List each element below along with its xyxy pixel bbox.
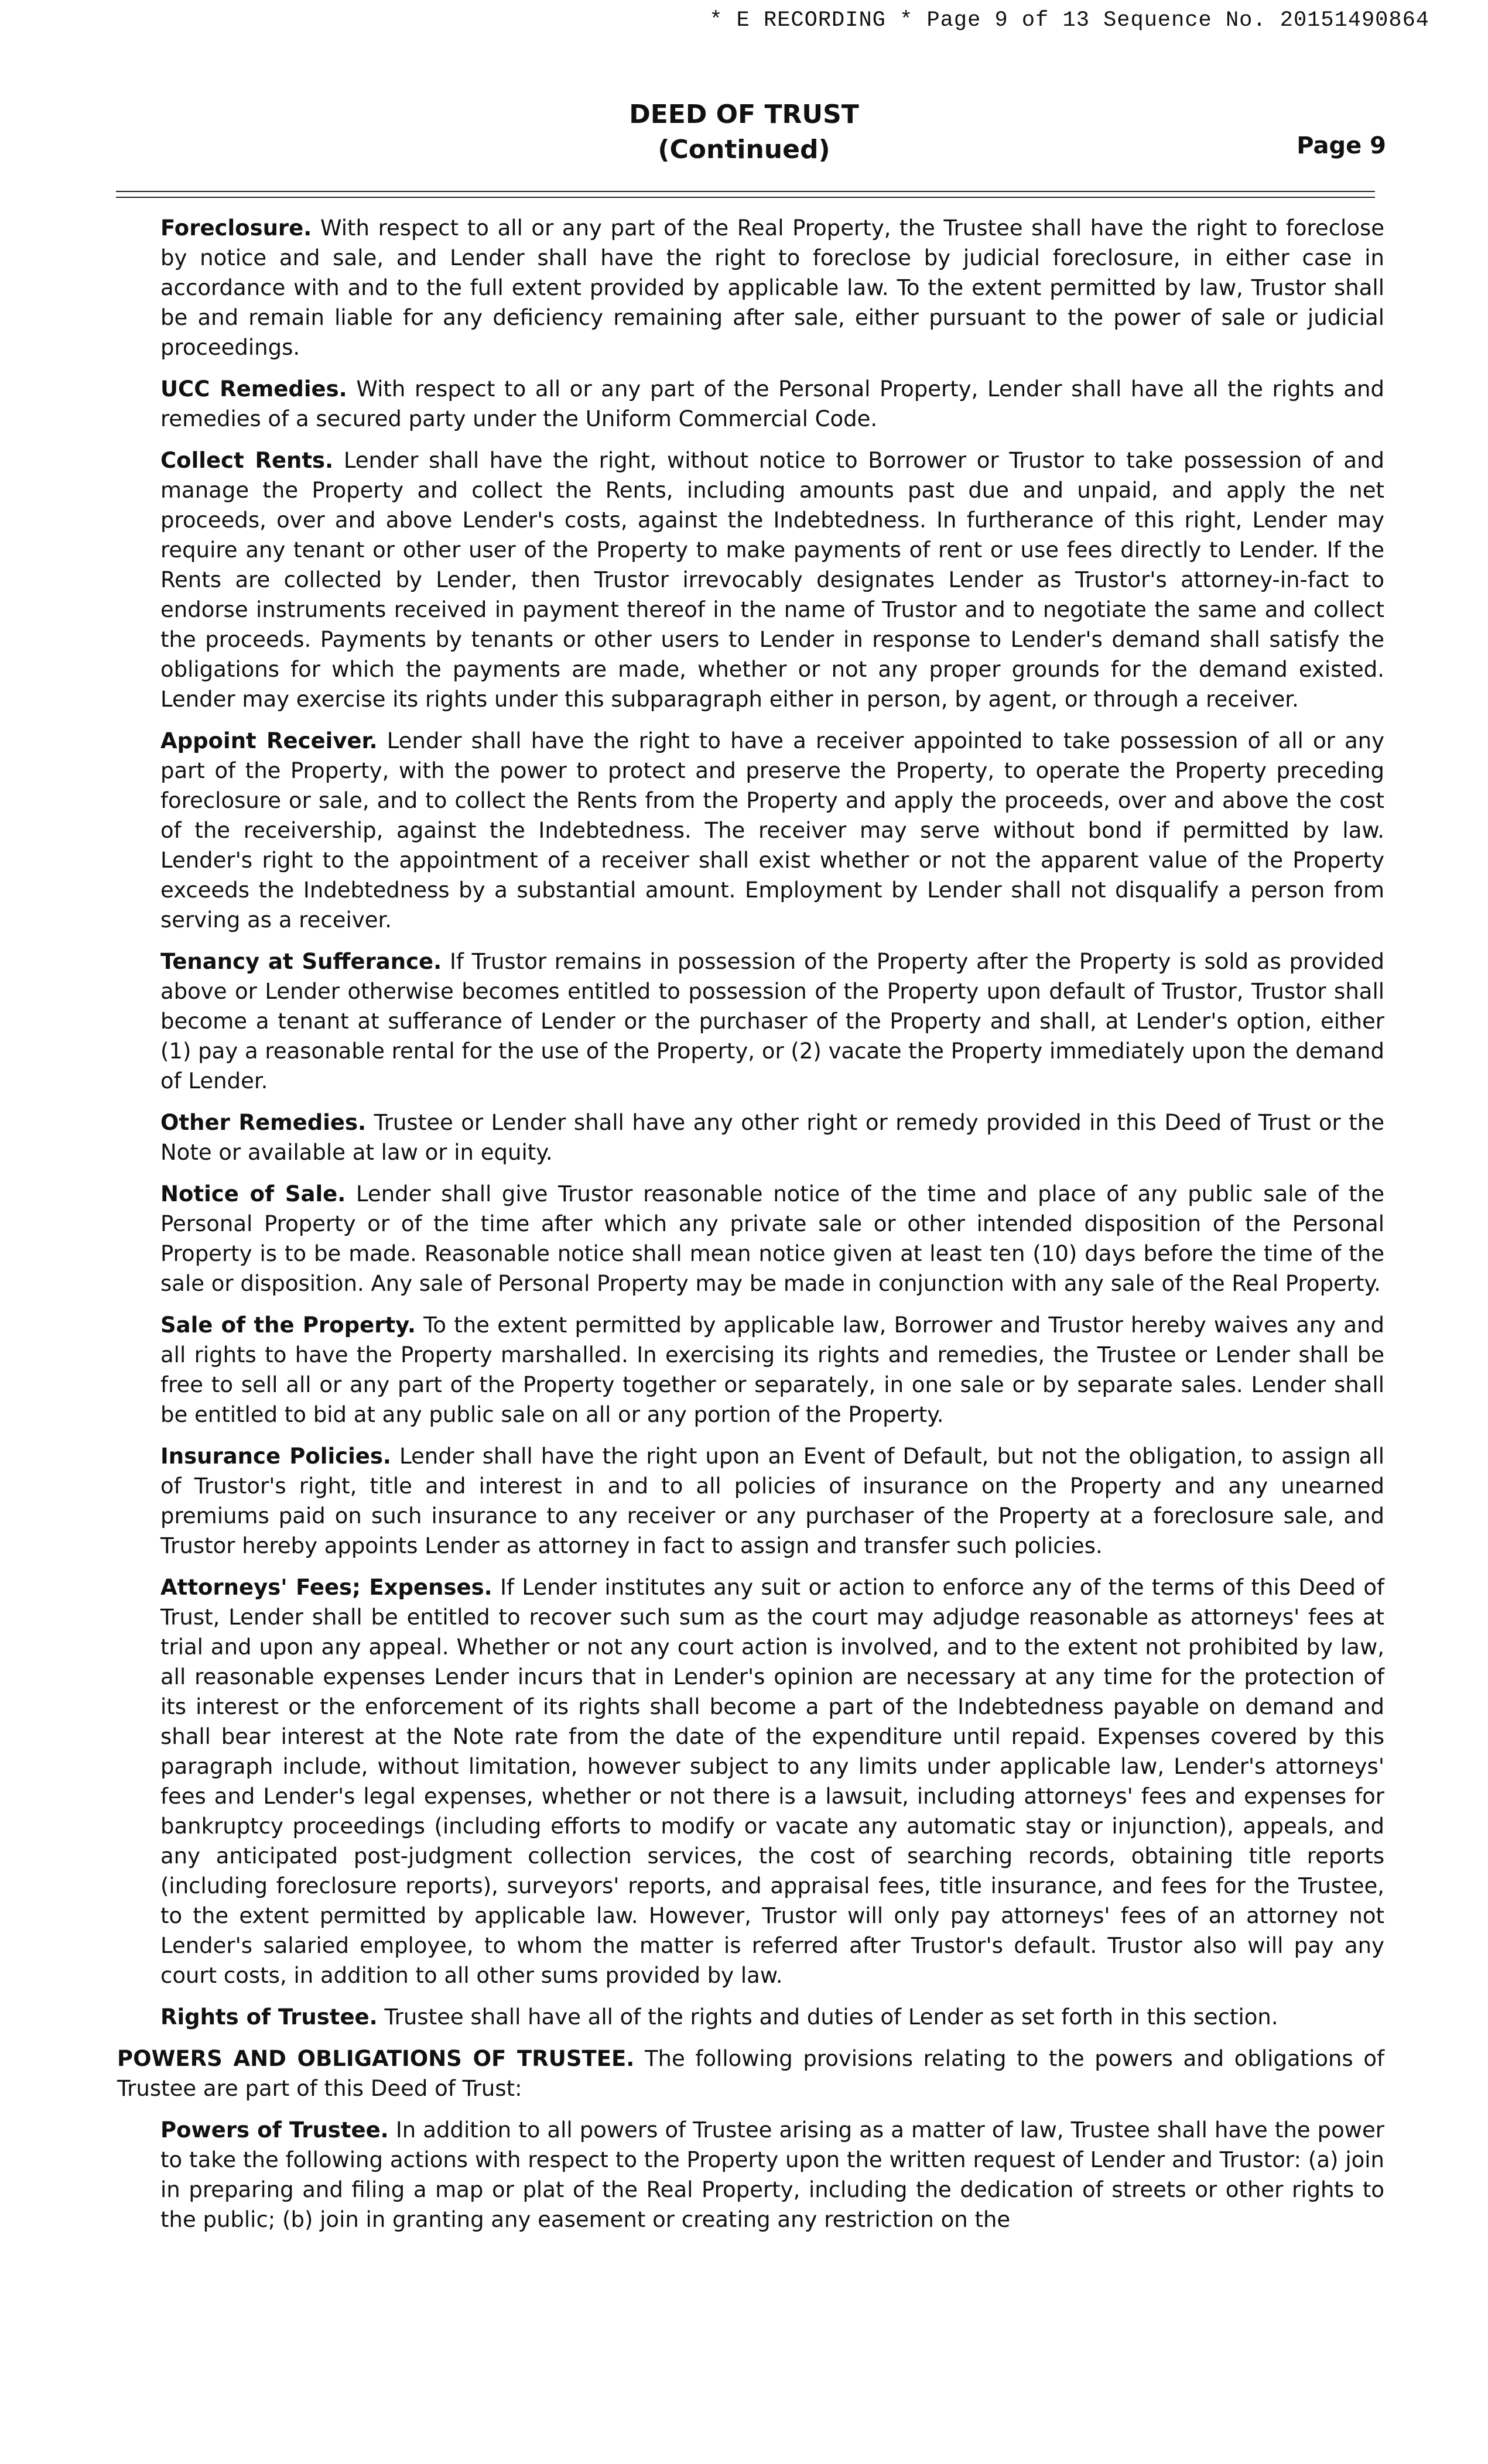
paragraph-heading: Insurance Policies. — [160, 1444, 391, 1469]
paragraph-text: Lender shall have the right, without notice to Borrower or Trustor to take possession of and manage the Property and collect the Rents, including amounts past due and unpaid, and apply the net proceeds, over and above Lender's costs, against the Indebtedness. In furtherance of this right, Lender may require any tenant or other user of the Property to make payments of rent or use fees directly to Lender. If the Rents are collected by Lender, then Trustor irrevocably designates Lender as Trustor's attorney-in-fact to endorse instruments received in payment thereof in the name of Trustor and to negotiate the same and collect the proceeds. Payments by tenants or other users to Lender in response to Lender's demand shall satisfy the obligations for which the payments are made, whether or not any proper grounds for the demand existed. Lender may exercise its rights under this subparagraph either in person, by agent, or through a receiver. — [160, 448, 1384, 712]
paragraph-text: Lender shall give Trustor reasonable notice of the time and place of any public sale of the Personal Property or of the time after which any private sale or other intended disposition of the Personal Property is to be made. Reasonable notice shall mean notice given at least ten (10) days before the time of the sale or disposition. Any sale of Personal Property may be made in conjunction with any sale of the Real Property. — [160, 1181, 1385, 1296]
paragraph-text: If Lender institutes any suit or action to enforce any of the terms of this Deed of Trust, Lender shall be entitled to recover such sum as the court may adjudge reasonable as attorneys' fees at trial and upon any appeal. Whether or not any court action is involved, and to the extent not prohibited by law, all reasonable expenses Lender incurs that in Lender's opinion are necessary at any time for the protection of its interest or the enforcement of its rights shall become a part of the Indebtedness payable on demand and shall bear interest at the Note rate from the date of the expenditure until repaid. Expenses covered by this paragraph include, without limitation, however subject to any limits under applicable law, Lender's attorneys' fees and Lender's legal expenses, whether or not there is a lawsuit, including attorneys' fees and expenses for bankruptcy proceedings (including efforts to modify or vacate any automatic stay or injunction), appeals, and any anticipated post-judgment collection services, the cost of searching records, obtaining title reports (including foreclosure reports), surveyors' reports, and appraisal fees, title insurance, and fees for the Trustee, to the extent permitted by applicable law. However, Trustor will only pay attorneys' fees of an attorney not Lender's salaried employee, to whom the matter is referred after Trustor's default. Trustor also will pay any court costs, in addition to all other sums provided by law. — [160, 1575, 1384, 1988]
paragraph-heading: Powers of Trustee. — [160, 2117, 389, 2143]
paragraph-heading: Other Remedies. — [160, 1110, 367, 1135]
paragraph-powers-of-trustee — [160, 2115, 1384, 2235]
paragraph-heading: Notice of Sale. — [160, 1181, 346, 1207]
paragraph-collect-rents — [160, 445, 1384, 714]
section-powers-and-obligations — [117, 2044, 1384, 2103]
paragraph-text: Lender shall have the right upon an Event of Default, but not the obligation, to assign all of Trustor's right, title and interest in and to all policies of insurance on the Property and any unearned premiums paid on such insurance to any receiver or any purchaser of the Property at a foreclosure sale, and Trustor hereby appoints Lender as attorney in fact to assign and transfer such policies. — [160, 1444, 1384, 1558]
paragraph-heading: Appoint Receiver. — [160, 728, 378, 753]
document-title-block — [0, 97, 1488, 167]
recording-stamp: * E RECORDING * Page 9 of 13 Sequence No. 20151490864 — [709, 8, 1429, 33]
paragraph-notice-of-sale — [160, 1179, 1384, 1298]
paragraph-text: With respect to all or any part of the Real Property, the Trustee shall have the right to foreclose by notice and sale, and Lender shall have the right to foreclose by judicial foreclosure, in either case in accordance with and to the full extent provided by applicable law. To the extent permitted by law, Trustor shall be and remain liable for any deficiency remaining after sale, either pursuant to the power of sale or judicial proceedings. — [160, 215, 1384, 360]
paragraph-heading: Rights of Trustee. — [160, 2004, 378, 2030]
paragraph-foreclosure — [160, 213, 1384, 362]
paragraph-text: In addition to all powers of Trustee arising as a matter of law, Trustee shall have the power to take the following actions with respect to the Property upon the written request of Lender and Trustor: (a) join in preparing and filing a map or plat of the Real Property, including the dedication of streets or other rights to the public; (b) join in granting any easement or creating any restriction on the — [160, 2117, 1384, 2232]
paragraph-text: With respect to all or any part of the Personal Property, Lender shall have all the rights and remedies of a secured party under the Uniform Commercial Code. — [160, 376, 1384, 431]
paragraph-appoint-receiver — [160, 726, 1384, 935]
paragraph-text: If Trustor remains in possession of the Property after the Property is sold as provided above or Lender otherwise becomes entitled to possession of the Property upon default of Trustor, Trustor shall become a tenant at sufferance of Lender or the purchaser of the Property and shall, at Lender's option, either (1) pay a reasonable rental for the use of the Property, or (2) vacate the Property immediately upon the demand of Lender. — [160, 949, 1385, 1094]
paragraph-heading: Sale of the Property. — [160, 1312, 416, 1338]
paragraph-rights-of-trustee — [160, 2002, 1384, 2032]
page-number: Page 9 — [1297, 132, 1386, 159]
paragraph-sale-of-property — [160, 1310, 1384, 1430]
paragraph-text: Trustee or Lender shall have any other right or remedy provided in this Deed of Trust or the Note or available at law or in equity. — [160, 1110, 1384, 1165]
paragraph-insurance-policies — [160, 1441, 1384, 1561]
paragraph-other-remedies — [160, 1108, 1384, 1167]
paragraph-text: Lender shall have the right to have a receiver appointed to take possession of all or any part of the Property, with the power to protect and preserve the Property, to operate the Property preceding foreclosure or sale, and to collect the Rents from the Property and apply the proceeds, over and above the cost of the receivership, against the Indebtedness. The receiver may serve without bond if permitted by law. Lender's right to the appointment of a receiver shall exist whether or not the apparent value of the Property exceeds the Indebtedness by a substantial amount. Employment by Lender shall not disqualify a person from serving as a receiver. — [160, 728, 1385, 933]
document-title: DEED OF TRUST — [629, 100, 859, 129]
document-body — [117, 213, 1384, 2246]
paragraph-tenancy-at-sufferance — [160, 947, 1384, 1096]
paragraph-text: To the extent permitted by applicable law, Borrower and Trustor hereby waives any and all rights to have the Property marshalled. In exercising its rights and remedies, the Trustee or Lender shall be free to sell all or any part of the Property together or separately, in one sale or by separate sales. Lender shall be entitled to bid at any public sale on all or any portion of the Property. — [160, 1312, 1384, 1427]
document-subtitle: (Continued) — [658, 135, 830, 165]
paragraph-heading: Collect Rents. — [160, 448, 334, 473]
paragraph-text: Trustee shall have all of the rights and duties of Lender as set forth in this section. — [384, 2004, 1278, 2030]
paragraph-heading: Tenancy at Sufferance. — [160, 949, 442, 974]
paragraph-heading: Foreclosure. — [160, 215, 312, 241]
header-divider — [116, 191, 1375, 192]
section-text: The following provisions relating to the powers and obligations of Trustee are part of this Deed of Trust: — [117, 2046, 1385, 2101]
paragraph-attorneys-fees — [160, 1572, 1384, 1990]
paragraph-heading: Attorneys' Fees; Expenses. — [160, 1575, 492, 1600]
paragraph-ucc-remedies — [160, 374, 1384, 434]
header-divider — [116, 197, 1375, 198]
section-heading: POWERS AND OBLIGATIONS OF TRUSTEE. — [117, 2046, 635, 2071]
paragraph-heading: UCC Remedies. — [160, 376, 347, 402]
